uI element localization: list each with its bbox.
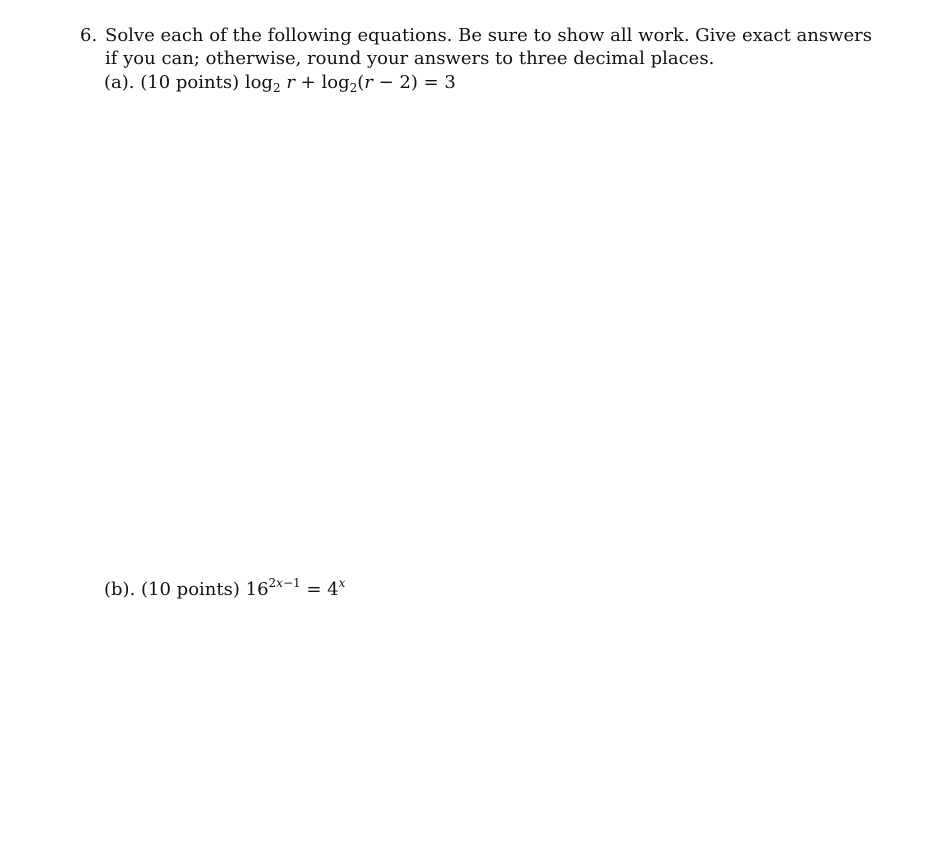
- part-a-open-paren: (: [357, 72, 365, 93]
- part-a-equation: [245, 72, 456, 93]
- part-a-plus: +: [294, 72, 322, 93]
- part-a-prompt: [104, 71, 456, 100]
- problem-number: 6.: [80, 25, 98, 46]
- part-a-points: (10 points): [140, 72, 240, 93]
- part-a-label: (a).: [104, 72, 135, 93]
- problem-instruction-text-2: if you can; otherwise, round your answers to three decimal places.: [105, 48, 715, 69]
- part-a-variable-2: r: [364, 72, 373, 93]
- part-a-variable-1: r: [286, 72, 295, 93]
- part-b-exponent-rest: −1: [282, 576, 301, 590]
- part-b-equals-four: = 4: [300, 579, 339, 600]
- part-b-exponent-variable: x: [276, 576, 283, 590]
- part-b-answer-space: [80, 606, 840, 846]
- part-b-label: (b).: [104, 579, 136, 600]
- problem-6: [80, 24, 872, 70]
- part-b-base-16: 16: [245, 579, 269, 600]
- part-b-exponent-number: 2: [268, 576, 277, 590]
- part-a-log-1: log: [244, 72, 273, 93]
- part-a-log-2: log: [321, 72, 350, 93]
- part-a-equation-rest: − 2) = 3: [372, 72, 456, 93]
- part-a-answer-space: [80, 104, 840, 559]
- part-b-exponent-left: [269, 576, 301, 590]
- part-a-log-base-2: 2: [349, 81, 358, 95]
- problem-instruction-line-2: [80, 47, 860, 70]
- part-a-log-base-1: 2: [272, 81, 281, 95]
- part-b-prompt: [104, 572, 345, 601]
- part-b-equation: [245, 576, 346, 600]
- problem-instruction-line-1: [80, 24, 872, 47]
- problem-instruction-text-1: Solve each of the following equations. Be sure to show all work. Give exact answers: [105, 25, 872, 46]
- part-b-points: (10 points): [141, 579, 240, 600]
- part-b-exponent-right: x: [338, 576, 346, 590]
